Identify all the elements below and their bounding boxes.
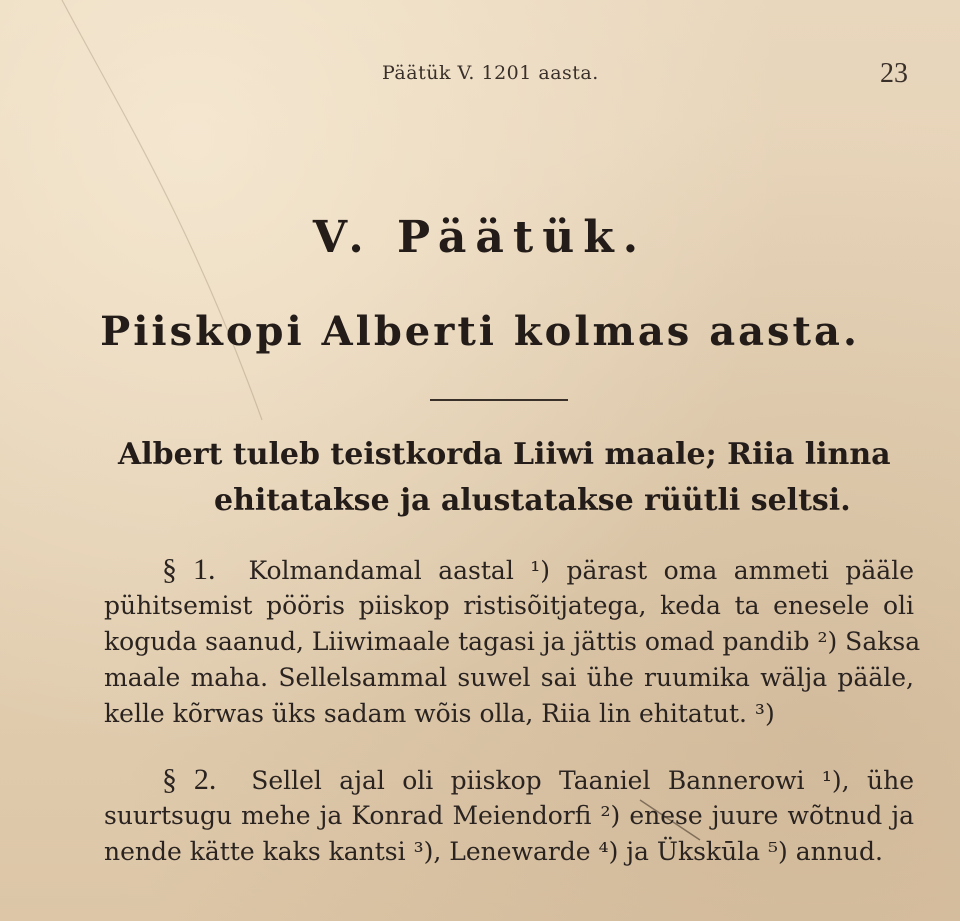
page-number: 23	[880, 58, 908, 89]
paragraph-line: nende kätte kaks kantsi ³), Lenewarde ⁴) ja Ükskūla ⁵) annud.	[104, 837, 883, 866]
summary-line: ehitatakse ja alustatakse rüütli seltsi.	[214, 483, 851, 518]
paragraph-line: maale maha. Sellelsammal suwel sai ühe ruumika wälja pääle,	[104, 663, 914, 692]
chapter-summary	[118, 432, 898, 524]
paragraph-line: pühitsemist pööris piiskop ristisõitjatega, keda ta enesele oli	[104, 591, 914, 620]
page-header	[0, 58, 960, 92]
paragraph-line: koguda saanud, Liiwimaale tagasi ja jättis omad pandib ²) Saksa	[104, 627, 921, 656]
chapter-subtitle: Piiskopi Alberti kolmas aasta.	[100, 308, 860, 355]
chapter-title: V. Päätük.	[312, 212, 648, 263]
paragraph-line: kelle kõrwas üks sadam wõis olla, Riia lin ehitatut. ³)	[104, 699, 775, 728]
paragraph-line-text: Kolmandamal aastal ¹) pärast oma ammeti pääle	[248, 556, 914, 585]
paragraph-section-1	[104, 552, 921, 732]
section-number: § 2.	[162, 763, 217, 796]
paragraph-line	[104, 552, 914, 588]
paragraph-line	[104, 762, 914, 798]
summary-line: Albert tuleb teistkorda Liiwi maale; Riia linna	[118, 437, 891, 472]
paragraph-line-text: Sellel ajal oli piiskop Taaniel Bannerowi ¹), ühe	[251, 766, 914, 795]
running-head: Päätük V. 1201 aasta.	[382, 62, 599, 84]
divider-rule	[430, 399, 568, 401]
paragraph-line: suurtsugu mehe ja Konrad Meiendorfi ²) enese juure wõtnud ja	[104, 801, 914, 830]
paragraph-section-2	[104, 762, 914, 870]
section-number: § 1.	[162, 553, 216, 586]
